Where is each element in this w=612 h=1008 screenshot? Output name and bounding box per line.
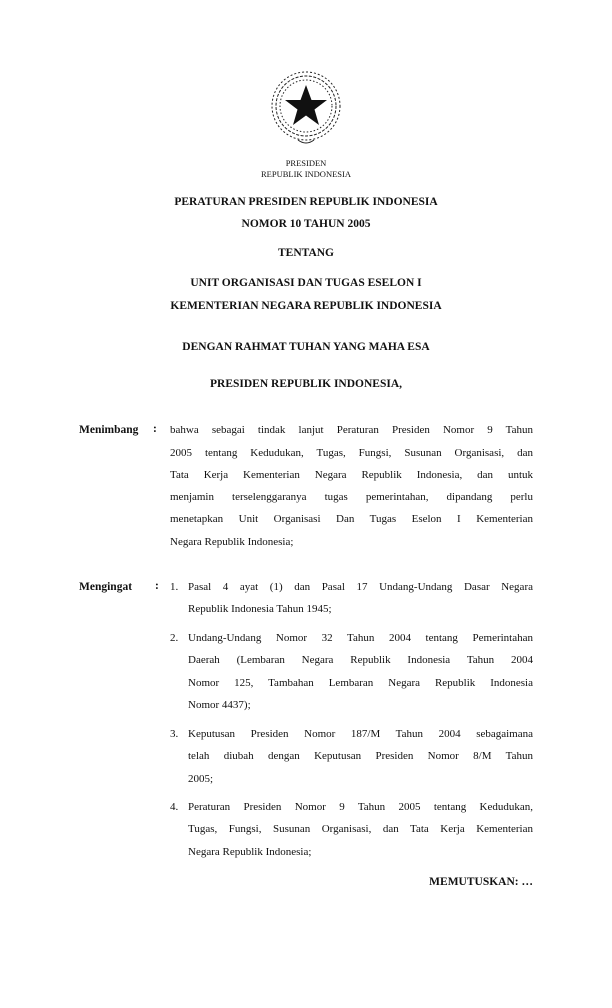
list-item-line: Peraturan Presiden Nomor 9 Tahun 2005 tentang Kedudukan, [188,801,533,813]
menimbang-line: menetapkan Unit Organisasi Dan Tugas Eselon I Kementerian [170,513,533,525]
menimbang-line: 2005 tentang Kedudukan, Tugas, Fungsi, Susunan Organisasi, dan [170,447,533,459]
list-item-line: Tugas, Fungsi, Susunan Organisasi, dan Tata Kerja Kementerian [188,823,533,836]
regulation-title: PERATURAN PRESIDEN REPUBLIK INDONESIA [174,196,438,208]
list-item-number: 2. [170,632,179,644]
continuation-label: MEMUTUSKAN: … [429,876,533,888]
list-item-line: Keputusan Presiden Nomor 187/M Tahun 2004 sebagaimana [188,728,533,740]
list-item-line: Daerah (Lembaran Negara Republik Indonesia Tahun 2004 [188,654,533,667]
republic-label: REPUBLIK INDONESIA [261,169,351,179]
list-item-line: 2005; [188,772,214,785]
menimbang-line: Negara Republik Indonesia; [170,536,294,548]
menimbang-line: menjamin terselenggaranya tugas pemerintahan, dipandang perlu [170,491,533,503]
list-item-number: 4. [170,801,179,813]
menimbang-line: bahwa sebagai tindak lanjut Peraturan Presiden Nomor 9 Tahun [170,424,533,436]
president-heading: PRESIDEN REPUBLIK INDONESIA, [209,378,403,390]
list-item-line: Pasal 4 ayat (1) dan Pasal 17 Undang-Undang Dasar Negara [188,581,533,593]
list-item-line: Nomor 125, Tambahan Lembaran Negara Republik Indonesia [188,676,533,689]
subject-line-1: UNIT ORGANISASI DAN TUGAS ESELON I [190,277,422,289]
list-item-number: 1. [170,581,179,593]
mengingat-colon: : [155,580,159,592]
menimbang-line: Tata Kerja Kementerian Negara Republik Indonesia, dan untuk [170,469,533,481]
mengingat-label: Mengingat [79,581,133,593]
list-item-line: Nomor 4437); [188,698,251,711]
office-label: PRESIDEN [285,158,327,168]
invocation: DENGAN RAHMAT TUHAN YANG MAHA ESA [182,341,430,353]
list-item-line: Negara Republik Indonesia; [188,845,312,858]
presidential-seal-icon [268,68,344,148]
subject-line-2: KEMENTERIAN NEGARA REPUBLIK INDONESIA [170,300,442,312]
menimbang-label: Menimbang [79,424,139,436]
regulation-number: NOMOR 10 TAHUN 2005 [241,218,371,230]
menimbang-colon: : [153,423,157,435]
list-item-line: Undang-Undang Nomor 32 Tahun 2004 tentang Pemerintahan [188,632,533,644]
list-item-line: Republik Indonesia Tahun 1945; [188,603,332,616]
about-heading: TENTANG [277,247,335,259]
list-item-line: telah diubah dengan Keputusan Presiden Nomor 8/M Tahun [188,750,533,763]
list-item-number: 3. [170,728,179,740]
